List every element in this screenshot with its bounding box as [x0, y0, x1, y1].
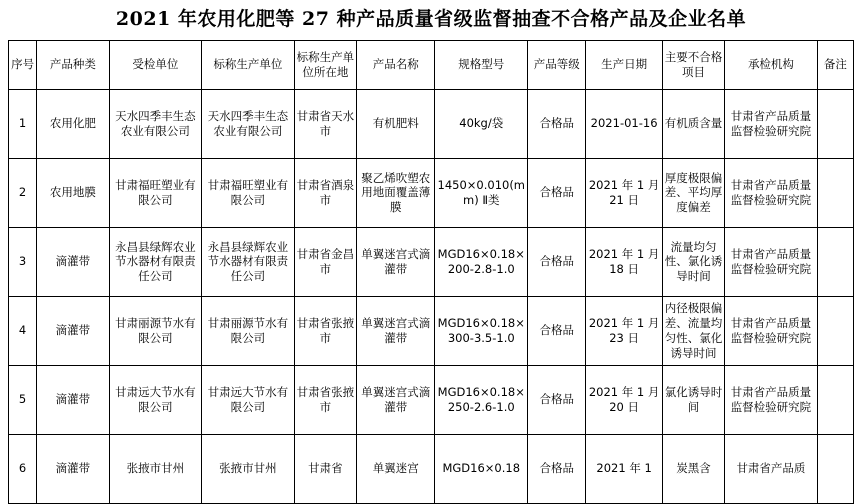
cell-nominal-producer: 甘肃福旺塑业有限公司	[202, 158, 295, 227]
cell-remark	[817, 158, 853, 227]
table-row	[9, 158, 854, 227]
cell-remark	[817, 89, 853, 158]
cell-fail-items: 有机质含量	[662, 89, 724, 158]
table-row	[9, 296, 854, 365]
cell-inspected-unit: 甘肃远大节水有限公司	[109, 365, 202, 434]
cell-fail-items: 氯化诱导时间	[662, 365, 724, 434]
column-header-nominal-producer: 标称生产单位	[202, 40, 295, 89]
column-header-inspection-agency: 承检机构	[725, 40, 818, 89]
cell-production-date: 2021-01-16	[586, 89, 662, 158]
cell-fail-items: 内径极限偏差、流量均匀性、氯化诱导时间	[662, 296, 724, 365]
cell-remark	[817, 365, 853, 434]
table-header-row	[9, 40, 854, 89]
cell-spec-model: MGD16×0.18×300-3.5-1.0	[435, 296, 528, 365]
cell-inspection-agency: 甘肃省产品质量监督检验研究院	[725, 365, 818, 434]
cell-production-date: 2021 年 1 月 20 日	[586, 365, 662, 434]
cell-remark	[817, 227, 853, 296]
cell-category: 滴灌带	[37, 434, 109, 503]
cell-seq: 6	[9, 434, 37, 503]
cell-nominal-producer: 永昌县绿辉农业节水器材有限责任公司	[202, 227, 295, 296]
column-header-product-name: 产品名称	[357, 40, 435, 89]
cell-producer-location: 甘肃省张掖市	[294, 365, 356, 434]
cell-product-name: 聚乙烯吹塑农用地面覆盖薄膜	[357, 158, 435, 227]
table-row	[9, 365, 854, 434]
cell-producer-location: 甘肃省	[294, 434, 356, 503]
cell-category: 滴灌带	[37, 365, 109, 434]
cell-inspection-agency: 甘肃省产品质量监督检验研究院	[725, 89, 818, 158]
cell-inspected-unit: 永昌县绿辉农业节水器材有限责任公司	[109, 227, 202, 296]
cell-inspection-agency: 甘肃省产品质量监督检验研究院	[725, 296, 818, 365]
table-row	[9, 89, 854, 158]
table-row	[9, 227, 854, 296]
cell-grade: 合格品	[528, 227, 586, 296]
cell-production-date: 2021 年 1 月 18 日	[586, 227, 662, 296]
column-header-category: 产品种类	[37, 40, 109, 89]
cell-inspection-agency: 甘肃省产品质量监督检验研究院	[725, 158, 818, 227]
cell-production-date: 2021 年 1 月 21 日	[586, 158, 662, 227]
cell-inspected-unit: 天水四季丰生态农业有限公司	[109, 89, 202, 158]
column-header-spec-model: 规格型号	[435, 40, 528, 89]
cell-seq: 2	[9, 158, 37, 227]
cell-grade: 合格品	[528, 434, 586, 503]
cell-nominal-producer: 张掖市甘州	[202, 434, 295, 503]
cell-category: 农用地膜	[37, 158, 109, 227]
cell-inspection-agency: 甘肃省产品质量监督检验研究院	[725, 227, 818, 296]
inspection-results-table	[8, 40, 854, 504]
column-header-grade: 产品等级	[528, 40, 586, 89]
cell-remark	[817, 296, 853, 365]
cell-fail-items: 流量均匀性、氯化诱导时间	[662, 227, 724, 296]
cell-seq: 4	[9, 296, 37, 365]
column-header-inspected-unit: 受检单位	[109, 40, 202, 89]
cell-inspection-agency: 甘肃省产品质	[725, 434, 818, 503]
cell-category: 滴灌带	[37, 227, 109, 296]
cell-nominal-producer: 甘肃丽源节水有限公司	[202, 296, 295, 365]
cell-fail-items: 炭黑含	[662, 434, 724, 503]
column-header-seq: 序号	[9, 40, 37, 89]
column-header-remark: 备注	[817, 40, 853, 89]
cell-grade: 合格品	[528, 158, 586, 227]
cell-inspected-unit: 张掖市甘州	[109, 434, 202, 503]
cell-producer-location: 甘肃省金昌市	[294, 227, 356, 296]
cell-remark	[817, 434, 853, 503]
table-row	[9, 434, 854, 503]
cell-inspected-unit: 甘肃丽源节水有限公司	[109, 296, 202, 365]
cell-nominal-producer: 甘肃远大节水有限公司	[202, 365, 295, 434]
cell-grade: 合格品	[528, 296, 586, 365]
cell-product-name: 单翼迷宫式滴灌带	[357, 365, 435, 434]
cell-production-date: 2021 年 1 月 23 日	[586, 296, 662, 365]
cell-product-name: 单翼迷宫式滴灌带	[357, 296, 435, 365]
cell-category: 滴灌带	[37, 296, 109, 365]
cell-nominal-producer: 天水四季丰生态农业有限公司	[202, 89, 295, 158]
cell-producer-location: 甘肃省天水市	[294, 89, 356, 158]
cell-grade: 合格品	[528, 365, 586, 434]
cell-seq: 1	[9, 89, 37, 158]
column-header-fail-items: 主要不合格项目	[662, 40, 724, 89]
cell-spec-model: MGD16×0.18	[435, 434, 528, 503]
cell-product-name: 单翼迷宫式滴灌带	[357, 227, 435, 296]
column-header-producer-location: 标称生产单位所在地	[294, 40, 356, 89]
cell-product-name: 单翼迷宫	[357, 434, 435, 503]
cell-spec-model: MGD16×0.18×200-2.8-1.0	[435, 227, 528, 296]
cell-inspected-unit: 甘肃福旺塑业有限公司	[109, 158, 202, 227]
cell-seq: 3	[9, 227, 37, 296]
cell-production-date: 2021 年 1	[586, 434, 662, 503]
cell-seq: 5	[9, 365, 37, 434]
cell-producer-location: 甘肃省张掖市	[294, 296, 356, 365]
cell-grade: 合格品	[528, 89, 586, 158]
column-header-production-date: 生产日期	[586, 40, 662, 89]
cell-producer-location: 甘肃省酒泉市	[294, 158, 356, 227]
cell-spec-model: 1450×0.010(mm) Ⅱ类	[435, 158, 528, 227]
cell-fail-items: 厚度极限偏差、平均厚度偏差	[662, 158, 724, 227]
cell-spec-model: MGD16×0.18×250-2.6-1.0	[435, 365, 528, 434]
page-title: 2021 年农用化肥等 27 种产品质量省级监督抽查不合格产品及企业名单	[115, 8, 747, 30]
cell-category: 农用化肥	[37, 89, 109, 158]
cell-spec-model: 40kg/袋	[435, 89, 528, 158]
cell-product-name: 有机肥料	[357, 89, 435, 158]
